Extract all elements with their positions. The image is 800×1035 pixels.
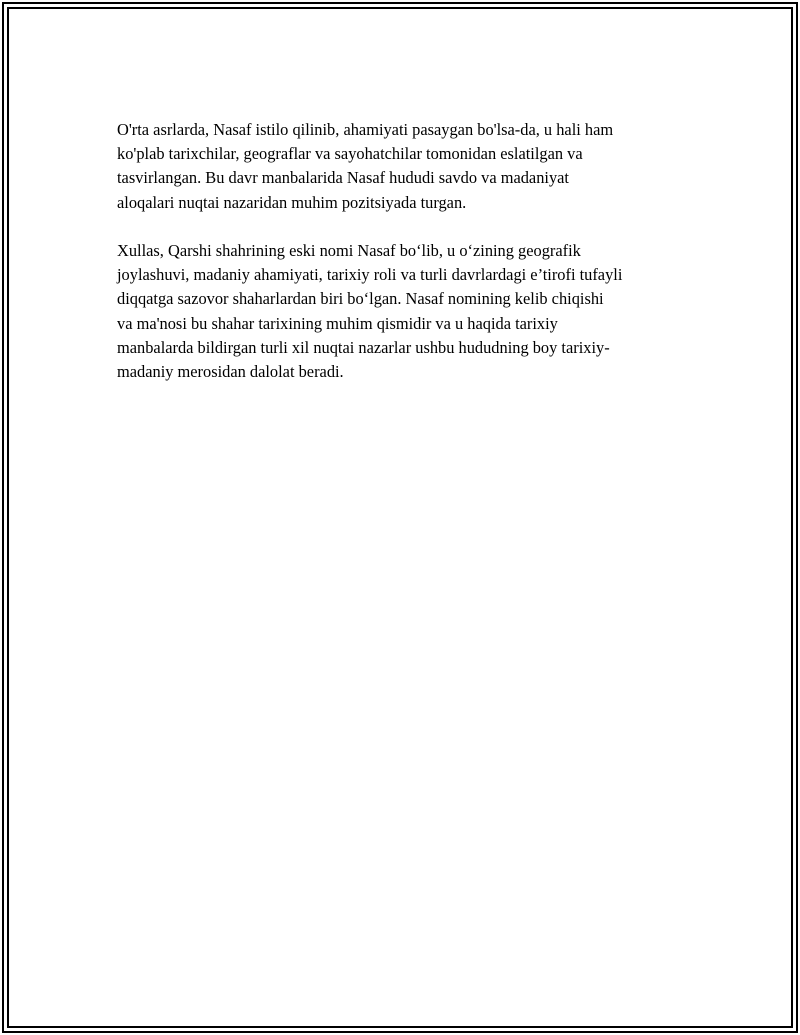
paragraph-1: O'rta asrlarda, Nasaf istilo qilinib, ahamiyati pasaygan bo'lsa-da, u hali ham ko'plab tarixchilar, geograflar va sayohatchilar tomonidan eslatilgan va tasvirlangan. Bu davr manbalarida Nasaf hududi savdo va madaniyat aloqalari nuqtai nazaridan muhim pozitsiyada turgan. <box>117 120 614 212</box>
document-body <box>117 118 697 408</box>
paragraph-2: Xullas, Qarshi shahrining eski nomi Nasaf bo‘lib, u o‘zining geografik joylashuvi, madaniy ahamiyati, tarixiy roli va turli davrlardagi e’tirofi tufayli diqqatga sazovor shaharlardan biri bo‘lgan. Nasaf nomining kelib chiqishi va ma'nosi bu shahar tarixining muhim qismidir va u haqida tarixiy manbalarda bildirgan turli xil nuqtai nazarlar ushbu hududning boy tarixiy- madaniy merosidan dalolat beradi. <box>117 241 623 382</box>
